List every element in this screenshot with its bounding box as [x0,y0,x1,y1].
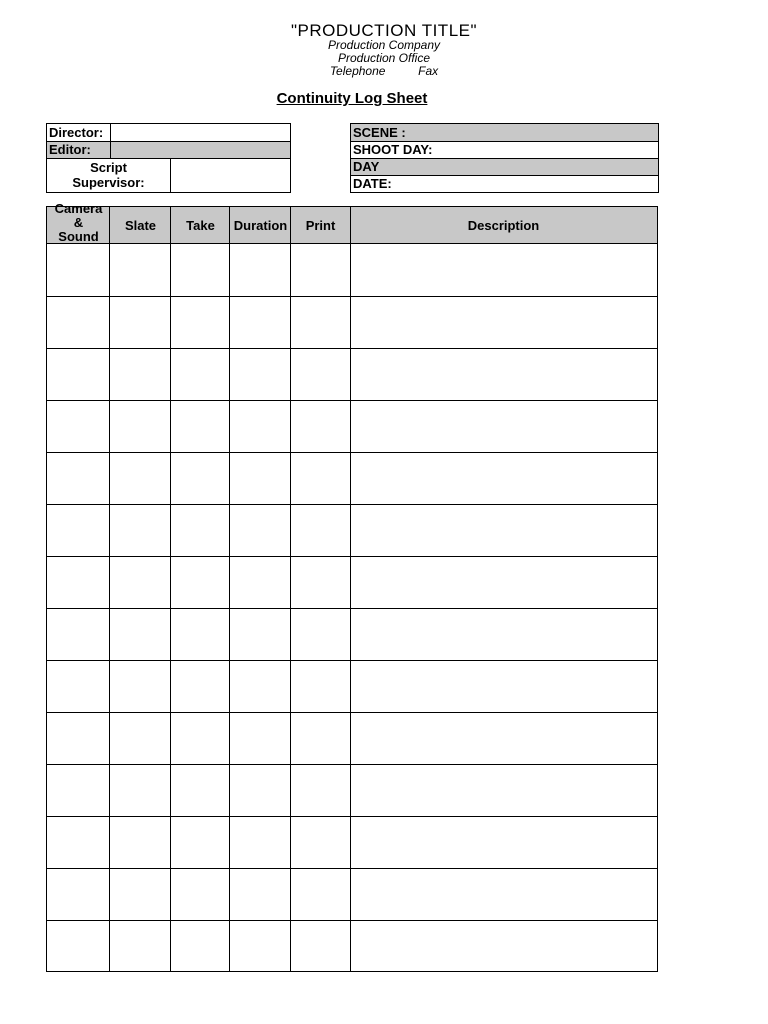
camera-sound-cell[interactable] [47,557,109,608]
description-cell[interactable] [351,453,656,504]
slate-cell[interactable] [110,921,170,972]
print-cell[interactable] [291,609,350,660]
print-cell[interactable] [291,453,350,504]
col-camera-sound: Camera & Sound [54,201,103,244]
camera-sound-cell[interactable] [47,609,109,660]
col-description: Description [467,217,540,233]
duration-cell[interactable] [230,453,290,504]
director-field[interactable] [111,124,290,141]
print-cell[interactable] [291,244,350,296]
duration-cell[interactable] [230,401,290,452]
slate-cell[interactable] [110,609,170,660]
editor-label: Editor: [49,142,91,157]
print-cell[interactable] [291,817,350,868]
director-label: Director: [49,125,104,140]
telephone-fax-line [0,64,768,78]
description-cell[interactable] [351,609,656,660]
print-cell[interactable] [291,401,350,452]
take-cell[interactable] [171,505,229,556]
table-row [47,816,657,868]
table-row [47,244,657,296]
print-cell[interactable] [291,297,350,348]
table-row [47,920,657,972]
print-cell[interactable] [291,349,350,400]
take-cell[interactable] [171,869,229,920]
production-office: Production Office [337,51,431,65]
camera-sound-cell[interactable] [47,401,109,452]
table-row [47,868,657,920]
table-row [47,660,657,712]
print-cell[interactable] [291,869,350,920]
take-cell[interactable] [171,349,229,400]
table-header-row [47,201,657,244]
col-duration: Duration [233,217,288,233]
col-print: Print [305,217,336,233]
table-row [47,556,657,608]
camera-sound-cell[interactable] [47,244,109,296]
editor-field[interactable] [111,142,290,158]
camera-sound-cell[interactable] [47,453,109,504]
slate-cell[interactable] [110,297,170,348]
day-row[interactable] [351,158,658,175]
description-cell[interactable] [351,869,656,920]
duration-cell[interactable] [230,661,290,712]
duration-cell[interactable] [230,557,290,608]
slate-cell[interactable] [110,349,170,400]
description-cell[interactable] [351,244,656,296]
production-company: Production Company [327,38,441,52]
table-row [47,712,657,764]
table-row [47,504,657,556]
print-cell[interactable] [291,661,350,712]
take-cell[interactable] [171,765,229,816]
fax-label: Fax [418,64,439,78]
print-cell[interactable] [291,713,350,764]
print-cell[interactable] [291,505,350,556]
take-cell[interactable] [171,244,229,296]
print-cell[interactable] [291,765,350,816]
slate-cell[interactable] [110,401,170,452]
slate-cell[interactable] [110,453,170,504]
camera-sound-cell[interactable] [47,661,109,712]
camera-sound-cell[interactable] [47,921,109,972]
description-cell[interactable] [351,661,656,712]
col-take: Take [186,217,215,233]
script-supervisor-label: Script Supervisor: [72,160,145,190]
continuity-log-table [46,201,658,972]
table-row [47,452,657,504]
table-row [47,296,657,348]
duration-cell[interactable] [230,869,290,920]
production-title: "PRODUCTION TITLE" [290,21,478,40]
camera-sound-cell[interactable] [47,713,109,764]
take-cell[interactable] [171,297,229,348]
duration-cell[interactable] [230,765,290,816]
description-cell[interactable] [351,401,656,452]
duration-cell[interactable] [230,244,290,296]
slate-cell[interactable] [110,765,170,816]
table-row [47,348,657,400]
description-cell[interactable] [351,297,656,348]
camera-sound-cell[interactable] [47,505,109,556]
description-cell[interactable] [351,921,656,972]
sheet-title: Continuity Log Sheet [276,90,428,107]
take-cell[interactable] [171,817,229,868]
camera-sound-cell[interactable] [47,817,109,868]
slate-cell[interactable] [110,817,170,868]
duration-cell[interactable] [230,609,290,660]
table-row [47,764,657,816]
slate-cell[interactable] [110,713,170,764]
table-row [47,608,657,660]
take-cell[interactable] [171,661,229,712]
take-cell[interactable] [171,557,229,608]
shoot-day-label: SHOOT DAY: [353,142,433,157]
col-slate: Slate [124,217,157,233]
description-cell[interactable] [351,557,656,608]
date-label: DATE: [353,176,392,191]
duration-cell[interactable] [230,349,290,400]
slate-cell[interactable] [110,505,170,556]
description-cell[interactable] [351,765,656,816]
take-cell[interactable] [171,453,229,504]
slate-cell[interactable] [110,869,170,920]
duration-cell[interactable] [230,713,290,764]
table-row [47,400,657,452]
print-cell[interactable] [291,921,350,972]
description-cell[interactable] [351,505,656,556]
camera-sound-cell[interactable] [47,869,109,920]
take-cell[interactable] [171,401,229,452]
day-label: DAY [353,159,380,174]
description-cell[interactable] [351,349,656,400]
slate-cell[interactable] [110,244,170,296]
script-supervisor-field[interactable] [171,159,290,192]
right-info-block [350,123,659,193]
duration-cell[interactable] [230,297,290,348]
duration-cell[interactable] [230,505,290,556]
duration-cell[interactable] [230,817,290,868]
telephone-label: Telephone [329,64,386,78]
left-info-block [46,123,291,193]
slate-cell[interactable] [110,557,170,608]
take-cell[interactable] [171,713,229,764]
camera-sound-cell[interactable] [47,349,109,400]
duration-cell[interactable] [230,921,290,972]
description-cell[interactable] [351,713,656,764]
scene-label: SCENE : [353,125,406,140]
take-cell[interactable] [171,609,229,660]
slate-cell[interactable] [110,661,170,712]
take-cell[interactable] [171,921,229,972]
camera-sound-cell[interactable] [47,765,109,816]
description-cell[interactable] [351,817,656,868]
camera-sound-cell[interactable] [47,297,109,348]
print-cell[interactable] [291,557,350,608]
